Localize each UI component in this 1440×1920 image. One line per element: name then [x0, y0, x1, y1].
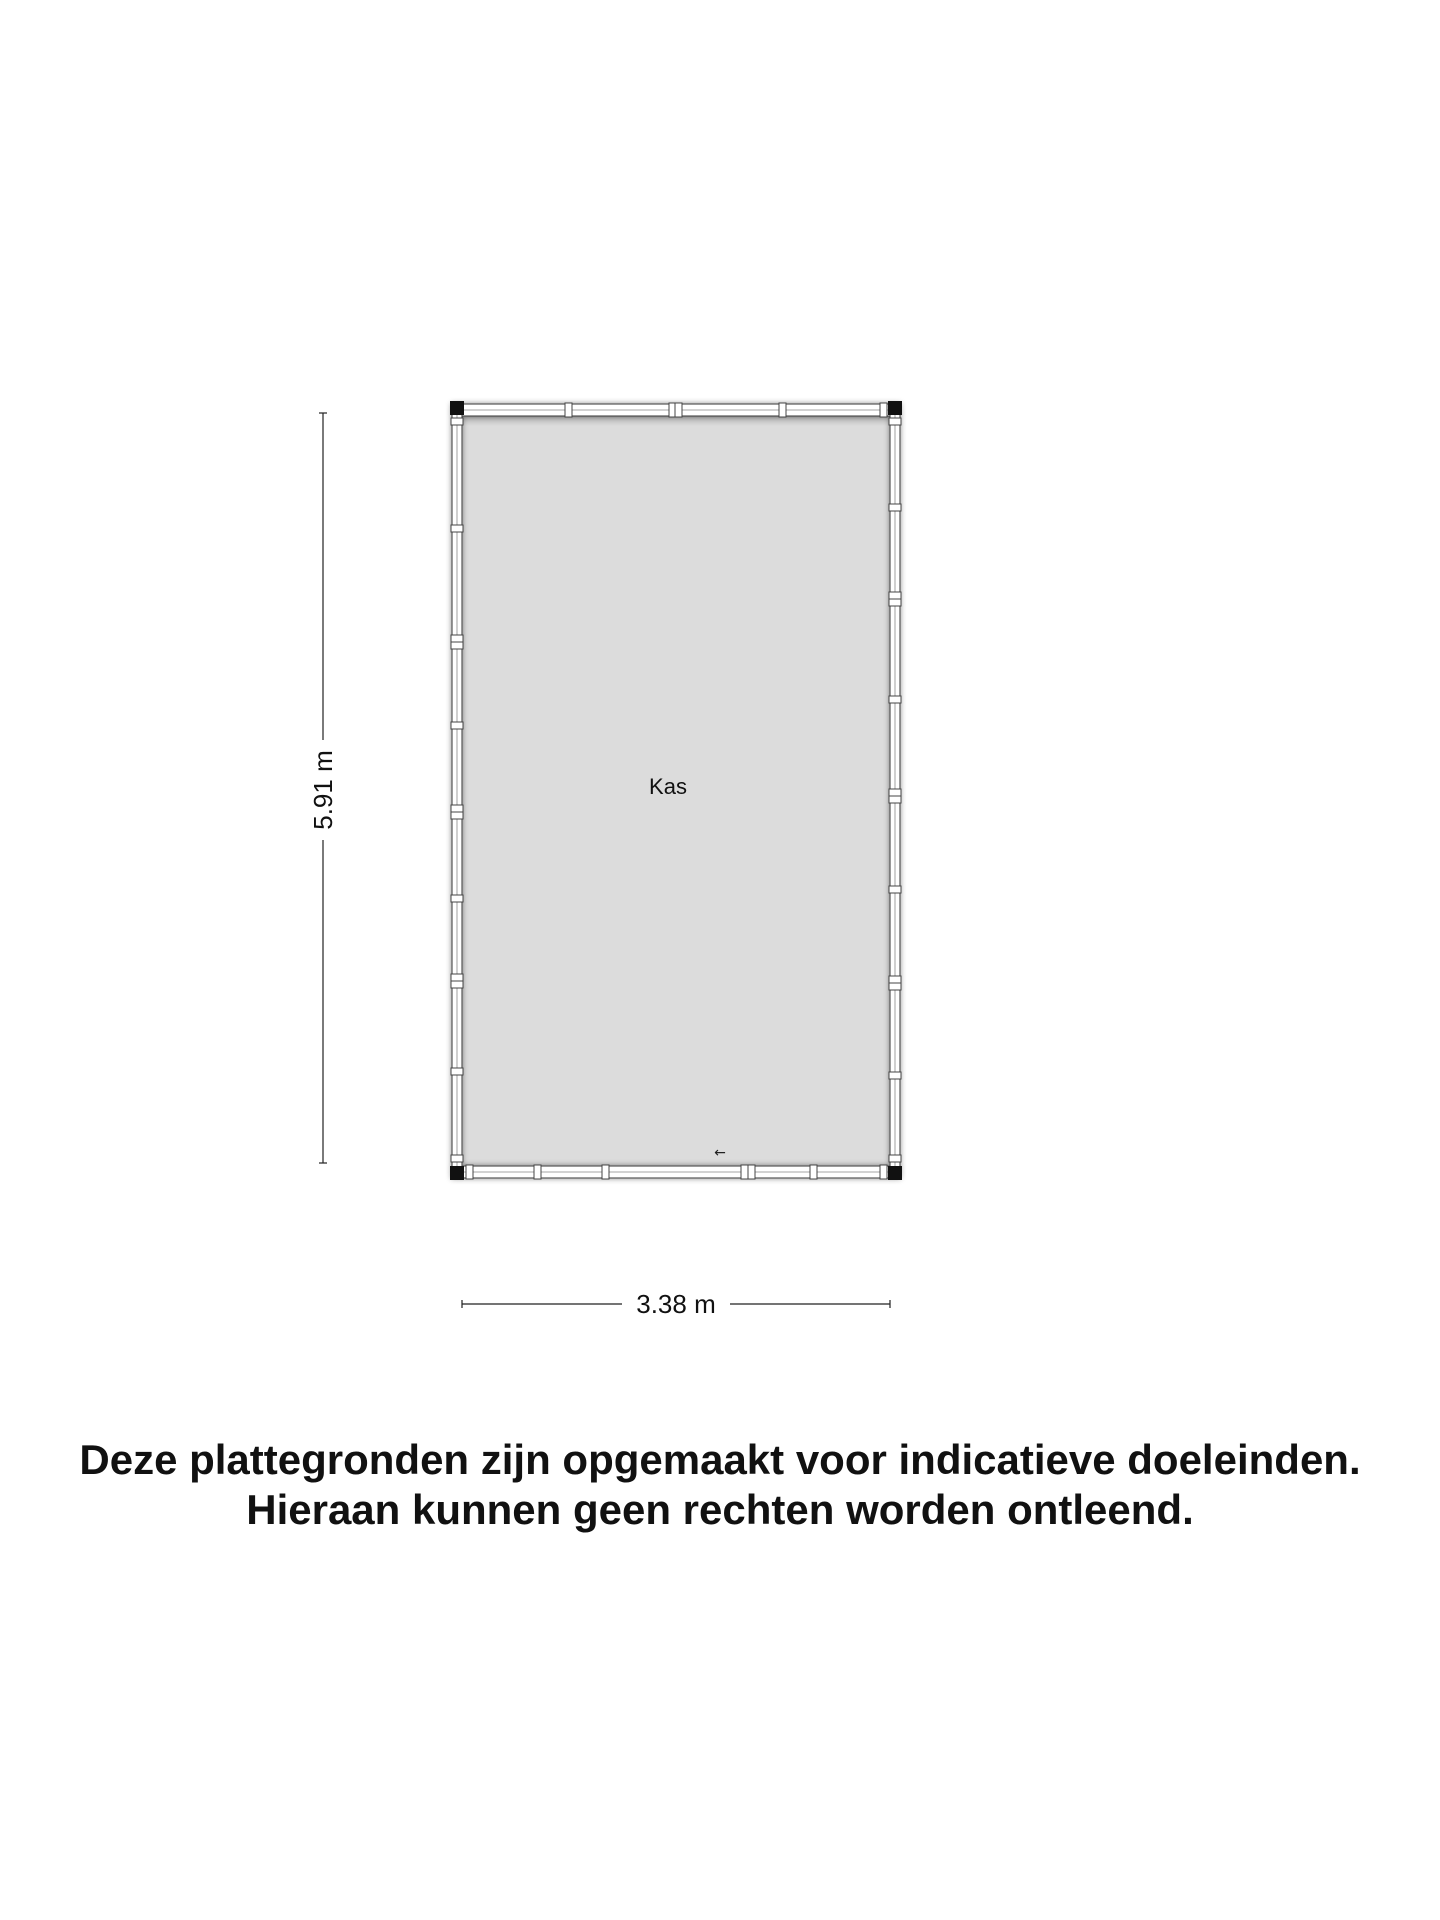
corner-post-top-right [888, 401, 902, 415]
disclaimer-line-1: Deze plattegronden zijn opgemaakt voor indicatieve doeleinden. [79, 1436, 1361, 1483]
door-arrow-icon: ← [714, 1145, 726, 1161]
height-dimension-label: 5.91 m [308, 750, 338, 830]
disclaimer-line-2: Hieraan kunnen geen rechten worden ontleend. [246, 1486, 1194, 1533]
corner-post-bottom-right [888, 1166, 902, 1180]
corner-post-top-left [450, 401, 464, 415]
corner-post-bottom-left [450, 1166, 464, 1180]
room-label: Kas [649, 774, 687, 799]
width-dimension-label: 3.38 m [636, 1289, 716, 1319]
